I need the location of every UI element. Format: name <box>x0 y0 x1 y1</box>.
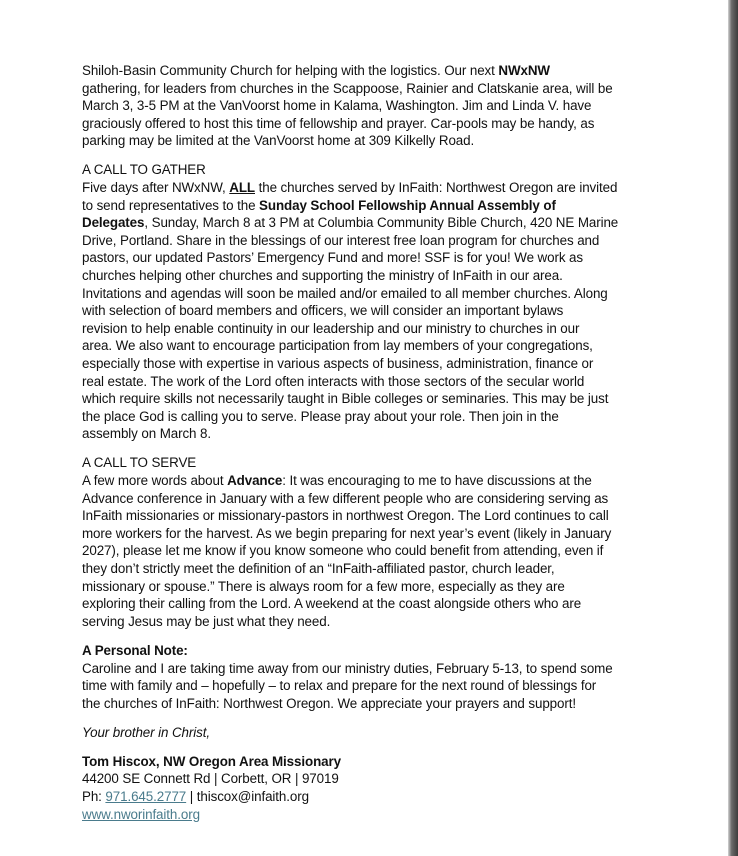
all-emphasis: ALL <box>229 180 255 196</box>
text-line: Invitations and agendas will soon be mailed and/or emailed to all member churches. Along <box>82 285 608 301</box>
text-line: Advance conference in January with a few different people who are considering serving as <box>82 490 609 506</box>
text-line: missionary or spouse.” There is always room for a few more, especially as they are <box>82 578 565 594</box>
text-line: time with family and – hopefully – to relax and prepare for the next round of blessings for <box>82 678 597 694</box>
text-line: Shiloh-Basin Community Church for helping with the logistics. Our next NWxNW <box>82 63 550 78</box>
delegates-emphasis: Delegates <box>82 215 145 231</box>
section-heading-serve: A CALL TO SERVE <box>82 455 197 471</box>
text-line: churches helping other churches and supporting the ministry of InFaith in our area. <box>82 268 563 284</box>
text-line: Caroline and I are taking time away from our ministry duties, February 5-13, to spend some <box>82 660 613 676</box>
text-line: parking may be limited at the VanVoorst home at 309 Kilkelly Road. <box>82 133 475 149</box>
text-line: A few more words about Advance: It was encouraging to me to have discussions at the <box>82 473 592 489</box>
text-line: gathering, for leaders from churches in the Scappoose, Rainier and Clatskanie area, will be <box>82 80 613 96</box>
text-line: graciously offered to host this time of fellowship and prayer. Car-pools may be handy, as <box>82 115 595 131</box>
phone-link[interactable]: 971.645.2777 <box>105 789 187 805</box>
text-line: they don’t strictly meet the definition of an “InFaith-affiliated pastor, church leader, <box>82 561 555 577</box>
text-line: which require skills not necessarily taught in Bible colleges or seminaries. This may be just <box>82 391 609 407</box>
call-to-serve-section <box>82 454 645 630</box>
window-edge-shadow <box>728 0 738 856</box>
advance-emphasis: Advance <box>227 473 283 489</box>
personal-note-section <box>82 642 645 712</box>
text-line: the churches of InFaith: Northwest Oregon. We appreciate your prayers and support! <box>82 695 576 711</box>
text-line: exploring their calling from the Lord. A weekend at the coast alongside others who are <box>82 596 582 612</box>
call-to-gather-section <box>82 161 645 443</box>
text-line: real estate. The work of the Lord often interacts with those sectors of the secular world <box>82 373 585 389</box>
text-line: 2027), please let me know if you know someone who could benefit from attending, even if <box>82 543 604 559</box>
text-line: the place God is calling you to serve. Please pray about your role. Then join in the <box>82 408 559 424</box>
text-line: more workers for the harvest. As we begin preparing for next year’s event (likely in January <box>82 525 612 541</box>
text-line: March 3, 3-5 PM at the VanVoorst home in Kalama, Washington. Jim and Linda V. have <box>82 98 592 114</box>
signature-block <box>82 753 645 823</box>
assembly-name-emphasis: Sunday School Fellowship Annual Assembly of <box>259 197 556 213</box>
text-line: Five days after NWxNW, ALL the churches served by InFaith: Northwest Oregon are invited <box>82 180 618 196</box>
website-link[interactable]: www.nworinfaith.org <box>82 806 200 822</box>
text-line: especially those with expertise in various aspects of business, administration, finance or <box>82 356 594 371</box>
personal-note-heading: A Personal Note: <box>82 642 188 658</box>
signature-name: Tom Hiscox, NW Oregon Area Missionary <box>82 753 341 769</box>
closing-line: Your brother in Christ, <box>82 724 210 740</box>
text-line: to send representatives to the Sunday School Fellowship Annual Assembly of <box>82 197 556 213</box>
email-text: | thiscox@infaith.org <box>186 789 309 805</box>
signature-address: 44200 SE Connett Rd | Corbett, OR | 97019 <box>82 771 339 787</box>
section-heading-gather: A CALL TO GATHER <box>82 162 206 178</box>
letter-body <box>82 62 645 823</box>
text-line: serving Jesus may be just what they need. <box>82 613 331 629</box>
text-line: assembly on March 8. <box>82 426 211 442</box>
text-line: InFaith missionaries or missionary-pastors in northwest Oregon. The Lord continues to call <box>82 508 609 524</box>
signature-contact: Ph: 971.645.2777 | thiscox@infaith.org <box>82 789 309 805</box>
text-line: area. We also want to encourage participation from lay members of your congregations, <box>82 338 593 354</box>
text-line: pastors, our updated Pastors’ Emergency Fund and more! SSF is for you! We work as <box>82 250 583 266</box>
logistics-paragraph <box>82 62 645 150</box>
text-line: Drive, Portland. Share in the blessings of our interest free loan program for churches and <box>82 232 600 248</box>
nwxnw-emphasis: NWxNW <box>498 63 550 78</box>
text-line: Delegates, Sunday, March 8 at 3 PM at Columbia Community Bible Church, 420 NE Marine <box>82 215 619 231</box>
text-line: with selection of board members and officers, we will consider an important bylaws <box>82 303 564 319</box>
text-line: revision to help enable continuity in our leadership and our ministry to churches in our <box>82 320 580 336</box>
